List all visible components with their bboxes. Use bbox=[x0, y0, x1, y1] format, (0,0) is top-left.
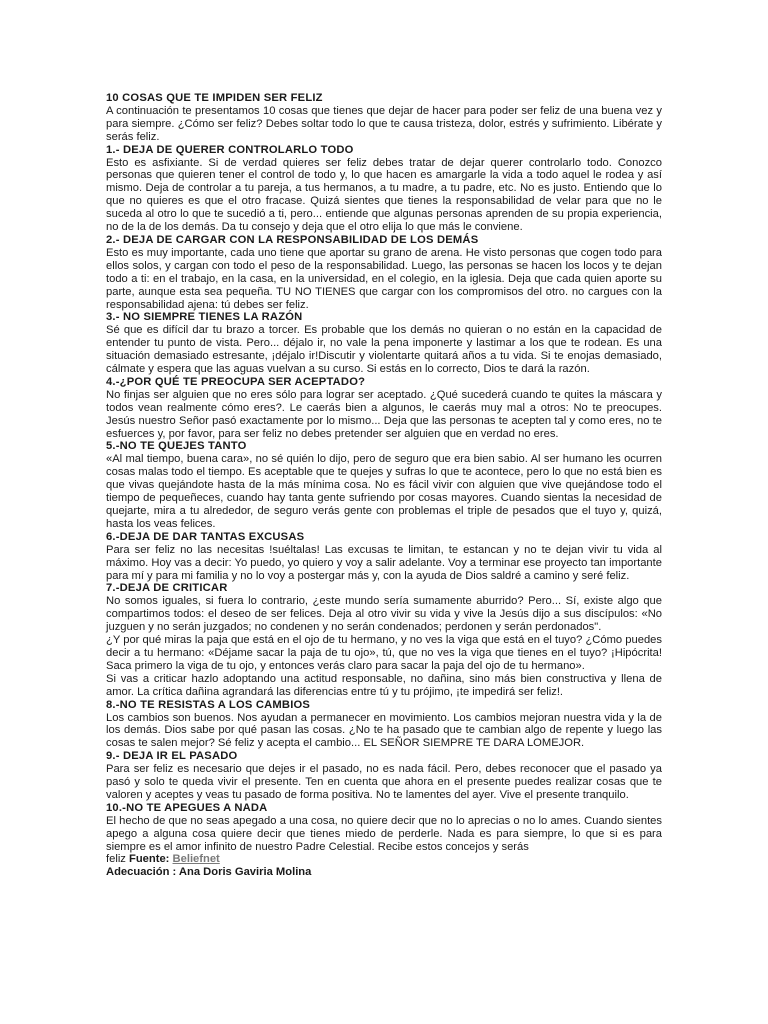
section-paragraph-5: «Al mal tiempo, buena cara», no sé quién lo dijo, pero de seguro que era bien sabio. Al ser humano les ocurren cosas malas todo el tiempo. Es aceptable que te quejes y sufras lo que te acontece, pero lo que no está bien es que vivas quejándote hasta de la más mínima cosa. No es fácil vivir con alguien que vive quejándose todo el tiempo de pequeñeces, cuando hay tanta gente sufriendo por cosas mayores. Cuando sientas la necesidad de quejarte, mira a tu alrededor, de seguro verás gente con problemas el triple de pesados que el tuyo y, quizá, hasta los veas felices. bbox=[106, 453, 662, 530]
section-heading-8: 8.-NO TE RESISTAS A LOS CAMBIOS bbox=[106, 698, 311, 711]
section-paragraph-7a: No somos iguales, si fuera lo contrario, ¿este mundo sería sumamente aburrido? Pero... Sí, existe algo que compartimos todos: el deseo de ser felices. Deja al otro vivir su vida y vive la Jesús dijo a sus discípulos: «No juzguen y no serán juzgados; no condenen y no serán condenados; perdonen y serán perdonados". bbox=[106, 595, 662, 634]
source-link[interactable]: Beliefnet bbox=[172, 853, 220, 866]
document-body bbox=[106, 92, 662, 879]
document-title: 10 COSAS QUE TE IMPIDEN SER FELIZ bbox=[106, 92, 323, 104]
source-label: Fuente: bbox=[129, 853, 173, 866]
intro-paragraph: A continuación te presentamos 10 cosas que tienes que dejar de hacer para poder ser feliz de una buena vez y para siempre. ¿Cómo ser feliz? Debes soltar todo lo que te causa tristeza, dolor, estrés y sufrimiento. Libérate y serás feliz. bbox=[106, 104, 662, 143]
section-heading-9: 9.- DEJA IR EL PASADO bbox=[106, 750, 238, 763]
section-heading-2: 2.- DEJA DE CARGAR CON LA RESPONSABILIDAD DE LOS DEMÁS bbox=[106, 233, 479, 246]
section-heading-5: 5.-NO TE QUEJES TANTO bbox=[106, 440, 247, 453]
adaptation-credit: Adecuación : Ana Doris Gaviria Molina bbox=[106, 866, 312, 879]
section-paragraph-9: Para ser feliz es necesario que dejes ir el pasado, no es nada fácil. Pero, debes reconocer que el pasado ya pasó y solo te queda vivir el presente. Ten en cuenta que ahora en el presente puedes realizar cosas que te valoren y aceptes y veas tu pasado de forma positiva. No te lamentes del ayer. Vive el presente tranquilo. bbox=[106, 763, 662, 801]
section-paragraph-1: Esto es asfixiante. Si de verdad quieres ser feliz debes tratar de dejar querer controlarlo todo. Conozco personas que quieren tener el control de todo y, lo que hacen es amargarle la vida a todo aquel le rodea y así mismo. Deja de controlar a tu pareja, a tus hermanos, a tu madre, a tu padre, etc. No es justo. Entiendo que lo que no quieres es que el otro fracase. Quizá sientes que tienes la responsabilidad de velar para que no le suceda al otro lo que te sucedió a ti, pero... entiende que algunas personas aprenden de su propia experiencia, no de la de los demás. Da tu consejo y deja que el otro elija lo que más le conviene. bbox=[106, 156, 662, 234]
section-paragraph-8: Los cambios son buenos. Nos ayudan a permanecer en movimiento. Los cambios mejoran nuestra vida y la de los demás. Dios sabe por qué pasan las cosas. ¿No te ha pasado que te cambian algo de repente y luego las cosas te salen mejor? Sé feliz y acepta el cambio... EL SEÑOR SIEMPRE TE DARA LOMEJOR. bbox=[106, 711, 662, 750]
section-paragraph-7c: Si vas a criticar hazlo adoptando una actitud responsable, no dañina, sino más bien constructiva y llena de amor. La crítica dañina agrandará las diferencias entre tú y tu prójimo, ¡te impedirá ser feliz!. bbox=[106, 672, 662, 698]
closing-feliz: feliz bbox=[106, 853, 130, 866]
section-paragraph-3: Sé que es difícil dar tu brazo a torcer. Es probable que los demás no quieran o no están en la capacidad de entender tu punto de vista. Pero... déjalo ir, no vale la pena imponerte y lastimar a los que te rodean. Es una situación demasiado estresante, ¡déjalo ir!Discutir y violentarte quitará años a tu vida. Si te enojas demasiado, cálmate y espera que las aguas vuelvan a su curso. Si estás en lo correcto, Dios te dará la razón. bbox=[106, 324, 662, 376]
section-heading-10: 10.-NO TE APEGUES A NADA bbox=[106, 801, 268, 814]
section-paragraph-10: El hecho de que no seas apegado a una cosa, no quiere decir que no lo aprecias o no lo ames. Cuando sientes apego a alguna cosa quiere decir que tienes miedo de perderle. Nada es para siempre, lo que si es para siempre es el amor infinito de nuestro Padre Celestial. Recibe estos concejos y serás bbox=[106, 814, 662, 853]
section-heading-4: 4.-¿POR QUÉ TE PREOCUPA SER ACEPTADO? bbox=[106, 375, 366, 388]
source-line bbox=[106, 853, 662, 866]
section-paragraph-4: No finjas ser alguien que no eres sólo para lograr ser aceptado. ¿Qué sucederá cuando te quites la máscara y todos vean realmente cómo eres?. Le caerás bien a algunos, le caerás muy mal a otros: No te preocupes. Jesús nuestro Señor pasó exactamente por lo mismo... Deja que las personas te acepten tal y como eres, no te esfuerces y, por favor, para ser feliz no debes pretender ser alguien que en verdad no eres. bbox=[106, 388, 662, 440]
section-heading-7: 7.-DEJA DE CRITICAR bbox=[106, 582, 228, 595]
section-paragraph-6: Para ser feliz no las necesitas !suéltalas! Las excusas te limitan, te estancan y no te dejan vivir tu vida al máximo. Hoy vas a decir: Yo puedo, yo quiero y voy a salir adelante. Voy a terminar ese proyecto tan importante para mí y para mi familia y no lo voy a postergar más y, con la ayuda de Dios saldré a camino y seré feliz. bbox=[106, 543, 662, 582]
section-heading-6: 6.-DEJA DE DAR TANTAS EXCUSAS bbox=[106, 530, 305, 543]
section-heading-3: 3.- NO SIEMPRE TIENES LA RAZÓN bbox=[106, 311, 303, 324]
section-paragraph-2: Esto es muy importante, cada uno tiene que aportar su grano de arena. He visto personas que cogen todo para ellos solos, y cargan con todo el peso de la responsabilidad. Luego, las personas se hacen los locos y te dejan todo a ti: en el trabajo, en la casa, en la universidad, en el colegio, en la iglesia. Deja que cada quien aporte su parte, aunque esta sea pequeña. TU NO TIENES que cargar con los compromisos del otro. no cargues con la responsabilidad ajena: tú debes ser feliz. bbox=[106, 246, 662, 311]
section-heading-1: 1.- DEJA DE QUERER CONTROLARLO TODO bbox=[106, 143, 354, 156]
section-paragraph-7b: ¿Y por qué miras la paja que está en el ojo de tu hermano, y no ves la viga que está en el tuyo? ¿Cómo puedes decir a tu hermano: «Déjame sacar la paja de tu ojo», tú, que no ves la viga que tienes en el tuyo? ¡Hipócrita! Saca primero la viga de tu ojo, y entonces verás claro para sacar la paja del ojo de tu hermano». bbox=[106, 634, 662, 672]
